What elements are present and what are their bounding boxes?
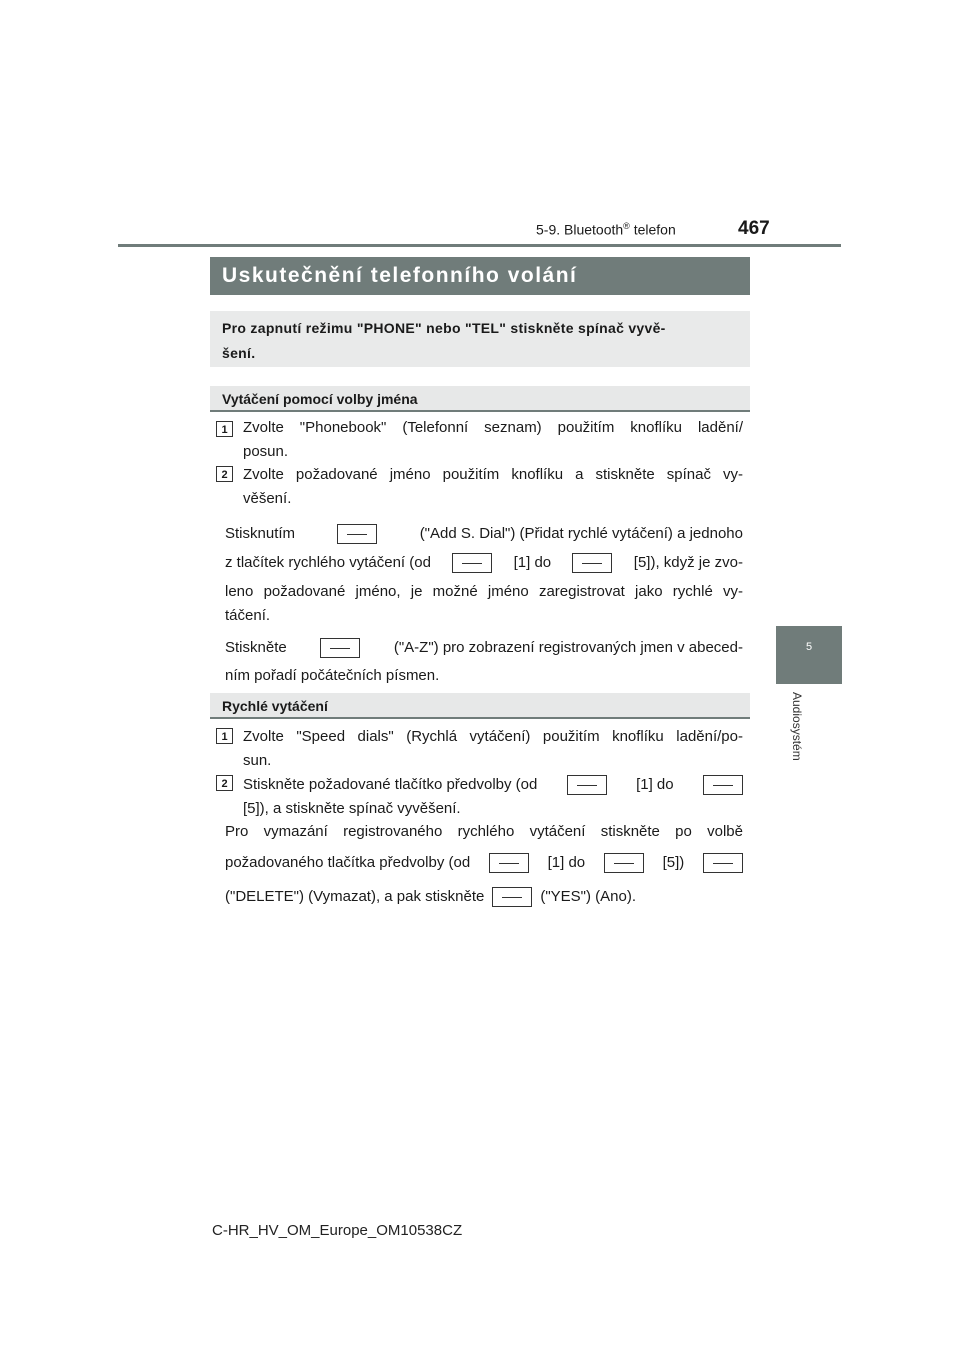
step-number: 1 [216, 728, 233, 744]
button-symbol [703, 853, 743, 873]
text-line: Stiskněte požadované tlačítko předvolby (od [1] do [243, 772, 743, 797]
button-symbol [703, 775, 743, 795]
section-heading-speed-dial: Rychlé vytáčení [210, 693, 750, 719]
button-symbol [604, 853, 644, 873]
intro-line: Pro zapnutí režimu "PHONE" nebo "TEL" stiskněte spínač vyvě- [222, 320, 666, 336]
step-text [243, 463, 743, 511]
button-symbol [489, 853, 529, 873]
text-line: z tlačítek rychlého vytáčení (od [1] do [5]), když je zvo- [225, 554, 743, 571]
step-text [243, 725, 743, 773]
note-add-speed-dial [225, 521, 743, 628]
text-line: táčení. [225, 607, 271, 624]
note-delete-speed-dial [225, 820, 743, 912]
step-number: 2 [216, 775, 233, 791]
text-line: Pro vymazání registrovaného rychlého vytáčení stiskněte po volbě [225, 823, 743, 840]
page-number: 467 [738, 218, 770, 239]
text-line: [5]), a stiskněte spínač vyvěšení. [243, 800, 461, 817]
text-line: Stiskněte ("A-Z") pro zobrazení registrovaných jmen v abeced- [225, 638, 743, 656]
text-line: ("DELETE") (Vymazat), a pak stiskněte ("YES") (Ano). [225, 888, 637, 905]
text-line: ním pořadí počátečních písmen. [225, 667, 440, 684]
chapter-tab: 5 [776, 626, 842, 684]
text-line: věšení. [243, 490, 292, 507]
text-line: Stisknutím ("Add S. Dial") (Přidat rychlé vytáčení) a jednoho [225, 524, 743, 542]
section-reference: 5-9. Bluetooth® telefon [536, 221, 676, 238]
intro-line: šení. [222, 345, 256, 361]
button-symbol [320, 638, 360, 658]
text-line: Zvolte "Speed dials" (Rychlá vytáčení) použitím knoflíku ladění/po- [243, 728, 743, 745]
text-line: požadovaného tlačítka předvolby (od [1] do [5]) [225, 844, 743, 882]
step-text [243, 416, 743, 464]
text-line: sun. [243, 752, 272, 769]
step-number: 1 [216, 421, 233, 437]
button-symbol [567, 775, 607, 795]
button-symbol [572, 553, 612, 573]
text-line: Zvolte požadované jméno použitím knoflíku a stiskněte spínač vy- [243, 466, 743, 483]
step-number: 2 [216, 466, 233, 482]
document-code: C-HR_HV_OM_Europe_OM10538CZ [212, 1222, 463, 1239]
text-line: posun. [243, 443, 289, 460]
header-divider [118, 244, 841, 247]
text-line: leno požadované jméno, je možné jméno zaregistrovat jako rychlé vy- [225, 583, 743, 600]
note-a-z [225, 635, 743, 688]
button-symbol [452, 553, 492, 573]
intro-box [210, 311, 750, 367]
step-text [243, 772, 743, 821]
button-symbol [337, 524, 377, 544]
button-symbol [492, 887, 532, 907]
section-heading-name-dial: Vytáčení pomocí volby jména [210, 386, 750, 412]
page-title: Uskutečnění telefonního volání [210, 257, 750, 295]
text-line: Zvolte "Phonebook" (Telefonní seznam) použitím knoflíku ladění/ [243, 419, 743, 436]
chapter-label: Audiosystém [790, 692, 804, 761]
